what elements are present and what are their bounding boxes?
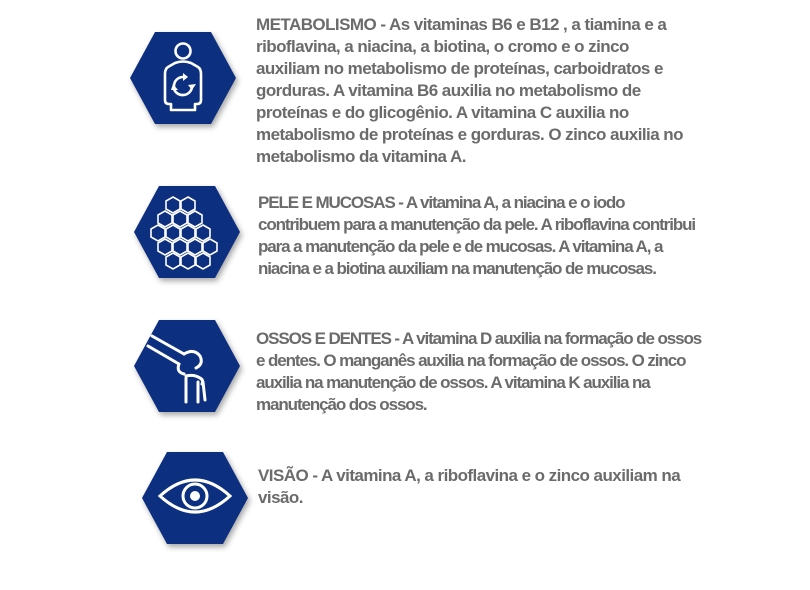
bones-text: OSSOS E DENTES - A vitamina D auxilia na formação de ossos e dentes. O manganês auxilia na formação de ossos. O zinco auxilia na manutenção de ossos. A vitamina K auxilia na manutenção dos ossos. bbox=[256, 329, 702, 414]
skin-hexagon bbox=[132, 184, 242, 280]
metabolism-hexagon bbox=[128, 30, 238, 126]
vision-hexagon bbox=[140, 450, 250, 546]
skin-text: PELE E MUCOSAS - A vitamina A, a niacina e o iodo contribuem para a manutenção da pele. A riboflavina contribui para a manutenção da pele e de mucosas. A vitamina A, a niacina e a biotina auxiliam na manutenção de mucosas. bbox=[258, 193, 696, 278]
bones-hexagon bbox=[132, 318, 242, 414]
vision-text: VISÃO - A vitamina A, a riboflavina e o zinco auxiliam na visão. bbox=[258, 466, 681, 507]
metabolism-text: METABOLISMO - As vitaminas B6 e B12 , a tiamina e a riboflavina, a niacina, a biotina, o cromo e o zinco auxiliam no metabolismo de proteínas, carboidratos e gorduras. A vitamina B6 auxilia no metabolismo de proteínas e do glicogênio. A vitamina C auxilia no metabolismo de proteínas e gorduras. O zinco auxilia no metabolismo da vitamina A. bbox=[256, 15, 683, 166]
